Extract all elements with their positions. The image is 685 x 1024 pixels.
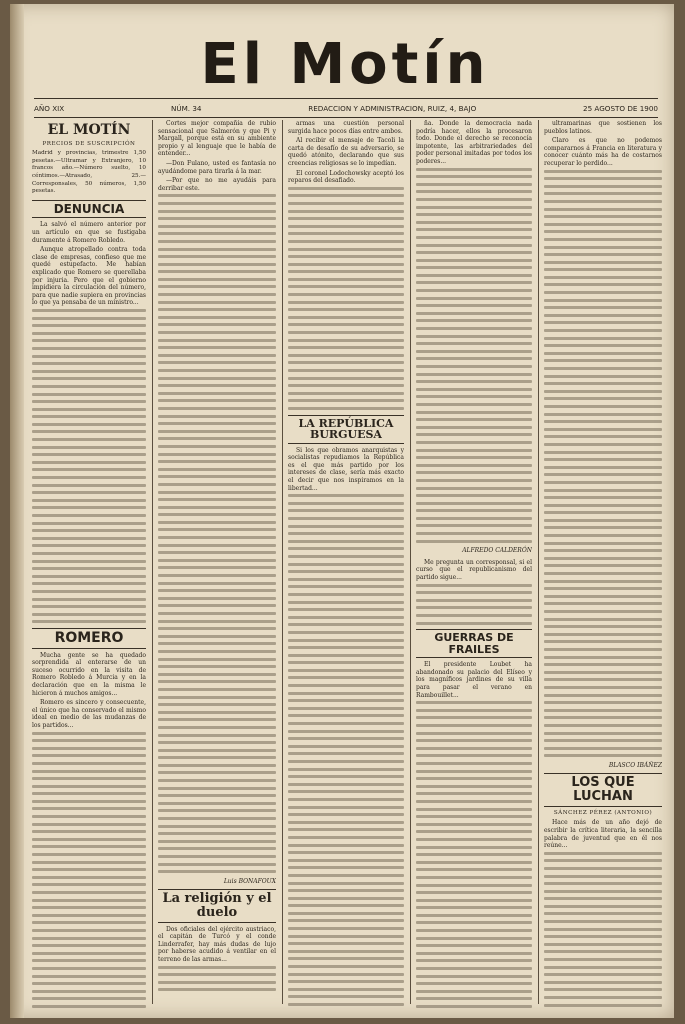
article-paragraph: Aunque atropellado contra toda clase de empresas, confieso que me quedé estupefacto. Me habían explicado que Romero se querellaba por injuria. Pero que el gobierno impidiera la circulación del número, para que nadie supiera en provincias lo que ya pensaba de un ministro...	[32, 246, 146, 307]
text-block	[158, 194, 276, 873]
article-paragraph: ña. Donde la democracia nada podría hacer, ellos la procesaron todo. Donde el derecho se reconocía impotente, las arbitrariedades del poder personal imitadas por todos los poderes...	[416, 120, 532, 165]
article-paragraph: Si los que obramos anarquistas y socialistas repudiamos la República es el que más partido por los intereses de clase, sería más exacto el decir que nos inspiramos en la libertad...	[288, 446, 404, 492]
article-paragraph: El coronel Lodochowsky aceptó los reparos del desafiado.	[288, 169, 404, 185]
text-block	[544, 852, 662, 1008]
column-4	[416, 120, 532, 1008]
article-paragraph: Romero es sincero y consecuente, el único que ha conservado el mismo ideal en medio de las mudanzas de los partidos...	[32, 699, 146, 729]
text-block	[158, 966, 276, 992]
masthead-rule-top	[34, 98, 658, 99]
text-block	[32, 732, 146, 1008]
article-paragraph: Mucha gente se ha quedado sorprendida al enterarse de un suceso ocurrido en la visita de Romero Robledo á Murcia y en la declaración que en la misma le hicieron á muchos amigos...	[32, 651, 146, 697]
text-block	[288, 187, 404, 410]
price-heading: PRECIOS DE SUSCRIPCIÓN	[42, 140, 136, 147]
column-divider	[410, 120, 411, 1004]
text-block	[416, 701, 532, 1008]
article-byline: SÁNCHEZ PÉREZ (ANTONIO)	[553, 809, 653, 816]
issue-number: NÚM. 34	[170, 103, 202, 113]
section-heading-denuncia: DENUNCIA	[32, 200, 146, 219]
article-signature: Luis BONAFOUX	[223, 877, 276, 885]
article-paragraph: —Por que no me ayudáis para derribar este.	[158, 177, 276, 192]
article-signature: BLASCO IBÁÑEZ	[608, 761, 662, 769]
newspaper-page	[10, 4, 674, 1018]
issue-year: AÑO XIX	[34, 103, 65, 113]
issue-date: 25 AGOSTO DE 1900	[583, 103, 658, 113]
article-paragraph: Cortes mejor compañía de rubio sensacional que Salmerón y que Pi y Margall, porque está en su ambiente propio y al lenguaje que le había de entender...	[158, 120, 276, 158]
section-heading-religion-duelo: La religión y el duelo	[158, 889, 276, 922]
text-block	[416, 168, 532, 543]
price-text: Madrid y provincias, trimestre 1,50 pesetas.—Ultramar y Extranjero, 10 francos año.—Número suelto, 10 céntimos.—Atrasado, 25.—Corresponsales, 50 números, 1,50 pesetas.	[32, 150, 146, 195]
article-paragraph: ultramarinas que sostienen los pueblos latinos.	[544, 120, 662, 135]
article-paragraph: El presidente Loubet ha abandonado su palacio del Elíseo y los magníficos jardines de su villa para pasar el verano en Rambouillet...	[416, 661, 532, 699]
column-divider	[152, 120, 153, 1004]
column-1	[32, 120, 146, 1008]
issue-address: REDACCION Y ADMINISTRACION, RUIZ, 4, BAJO	[308, 103, 477, 113]
page-spine-shadow	[10, 4, 24, 1018]
box-title: EL MOTÍN	[47, 122, 131, 138]
article-paragraph: Me pregunta un corresponsal, si el curso que el republicanismo del partido sigue...	[416, 558, 532, 582]
column-3	[288, 120, 404, 1008]
article-paragraph: armas una cuestión personal surgida hace pocos días entre ambos.	[288, 120, 404, 135]
newspaper-title: El Motín	[200, 32, 490, 97]
section-heading-guerras-frailes: GUERRAS DE FRAILES	[416, 629, 532, 658]
article-paragraph: La salvó el número anterior por un artículo en que se fustigaba duramente á Romero Robledo.	[32, 221, 146, 244]
issue-info-bar	[34, 100, 658, 116]
text-block	[416, 584, 532, 625]
article-paragraph: —Don Fulano, usted es fantasía no ayudándome para tirarla á la mar.	[158, 159, 276, 175]
column-divider	[538, 120, 539, 1004]
column-2	[158, 120, 276, 1008]
column-5	[544, 120, 662, 1008]
article-paragraph: Hace más de un año dejó de escribir la crítica literaria, la sencilla palabra de juventud que en él nos reúne...	[544, 819, 662, 850]
text-block	[32, 309, 146, 623]
section-heading-romero: ROMERO	[32, 628, 146, 649]
article-signature: ALFREDO CALDERÓN	[462, 547, 532, 555]
section-heading-republica-burguesa: LA REPÚBLICA BURGUESA	[288, 415, 404, 444]
masthead-rule-bottom	[34, 117, 658, 118]
masthead	[40, 34, 650, 96]
text-block	[544, 170, 662, 758]
text-block	[288, 494, 404, 1008]
section-heading-los-que-luchan: LOS QUE LUCHAN	[544, 773, 662, 806]
article-paragraph: Al recibir el mensaje de Tacoli la carta de desafío de su adversario, se quedó atónito, declarando que sus creencias religiosas se lo impedían.	[288, 137, 404, 167]
article-paragraph: Dos oficiales del ejército austriaco, el capitán de Turcó y el conde Linderrafer, hay más dudas de lujo por haberse acudido á ventilar en el terreno de las armas...	[158, 925, 276, 964]
column-divider	[282, 120, 283, 1004]
article-paragraph: Claro es que no podemos compararnos á Francia en literatura y conocer cuánto más ha de costarnos recuperar lo perdido...	[544, 137, 662, 167]
